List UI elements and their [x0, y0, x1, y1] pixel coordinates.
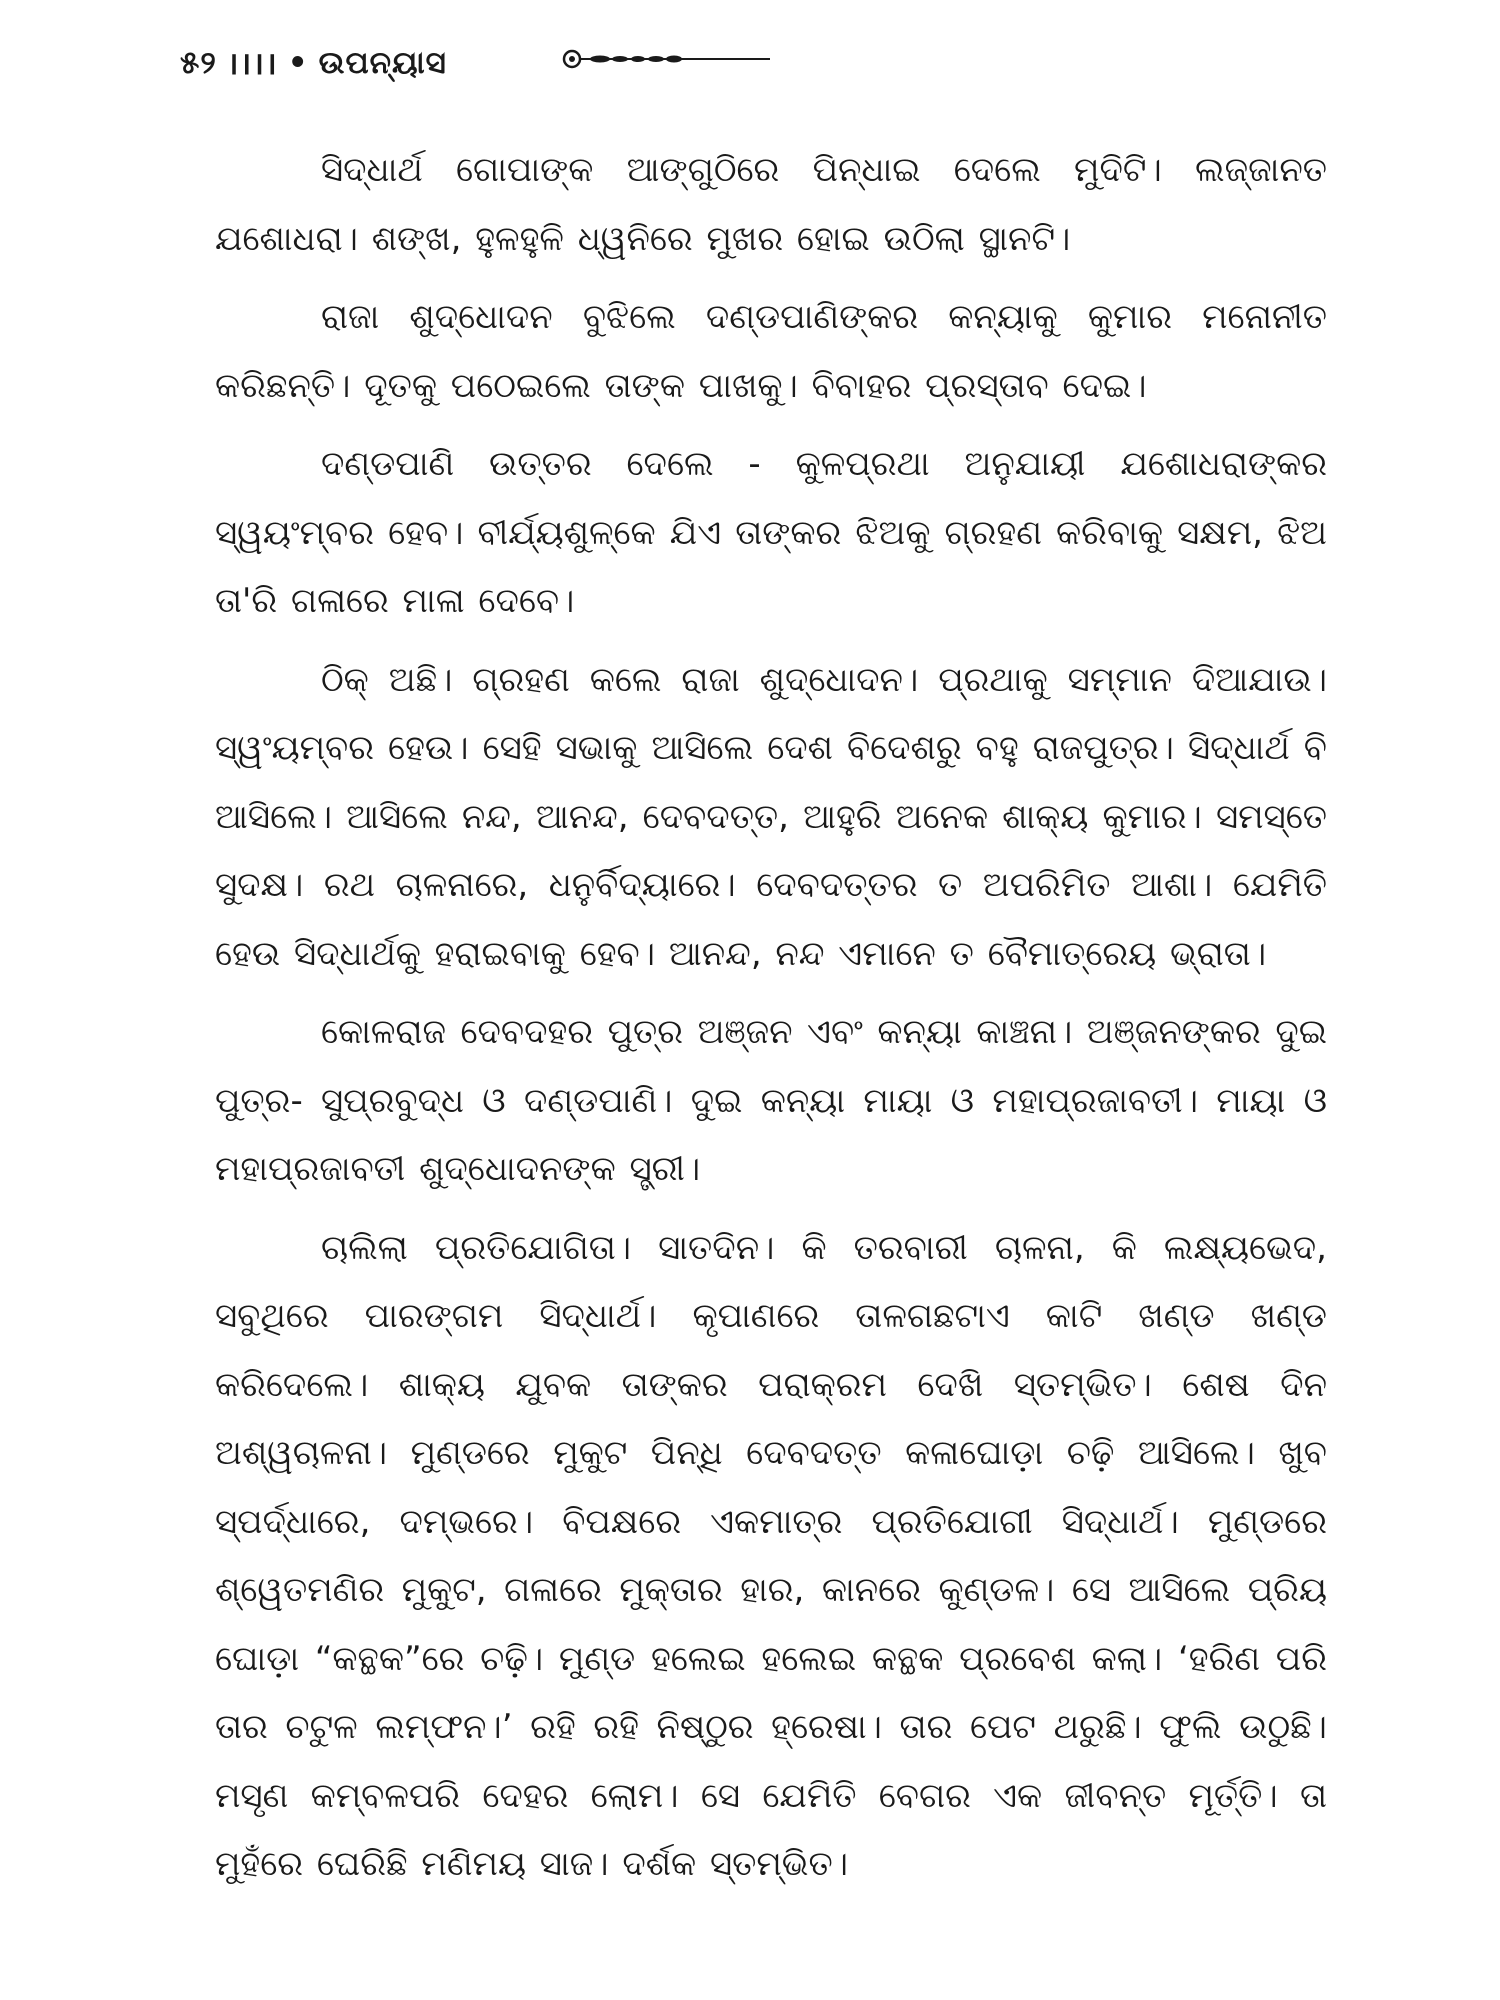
page-header	[180, 38, 457, 88]
ornament-rule-icon	[562, 46, 772, 72]
section-title: ଉପନ୍ୟାସ	[318, 44, 447, 81]
paragraph: ଚାଲିଲା ପ୍ରତିଯୋଗିତା। ସାତଦିନ। କି ତରବାରୀ ଚାଳନା, କି ଲକ୍ଷ୍ୟଭେଦ, ସବୁଥିରେ ପାରଙ୍ଗମ ସିଦ୍ଧାର୍ଥ। କୃପାଣରେ ତାଳଗଛଟାଏ କାଟି ଖଣ୍ଡ ଖଣ୍ଡ କରିଦେଲେ। ଶାକ୍ୟ ଯୁବକ ତାଙ୍କର ପରାକ୍ରମ ଦେଖି ସ୍ତମ୍ଭିତ। ଶେଷ ଦିନ ଅଶ୍ୱଚାଳନା। ମୁଣ୍ଡରେ ମୁକୁଟ ପିନ୍ଧି ଦେବଦତ୍ତ କଳାଘୋଡ଼ା ଚଢ଼ି ଆସିଲେ। ଖୁବ ସ୍ପର୍ଦ୍ଧାରେ, ଦମ୍ଭରେ। ବିପକ୍ଷରେ ଏକମାତ୍ର ପ୍ରତିଯୋଗୀ ସିଦ୍ଧାର୍ଥ। ମୁଣ୍ଡରେ ଶ୍ୱେତମଣିର ମୁକୁଟ, ଗଳାରେ ମୁକ୍ତାର ହାର, କାନରେ କୁଣ୍ଡଳ। ସେ ଆସିଲେ ପ୍ରିୟ ଘୋଡ଼ା “କନ୍ଥକ”ରେ ଚଢ଼ି। ମୁଣ୍ଡ ହଲେଇ ହଲେଇ କନ୍ଥକ ପ୍ରବେଶ କଲା। ‘ହରିଣ ପରି ତାର ଚଟୁଳ ଲମ୍ଫନ।’ ରହି ରହି ନିଷ୍ଠୁର ହ୍ରେଷା। ତାର ପେଟ ଥରୁଛି। ଫୁଲି ଉଠୁଛି। ମସୃଣ କମ୍ବଳପରି ଦେହର ଲୋମ। ସେ ଯେମିତି ବେଗର ଏକ ଜୀବନ୍ତ ମୂର୍ତ୍ତି। ତା ମୁହଁରେ ଘେରିଛି ମଣିମୟ ସାଜ। ଦର୍ଶକ ସ୍ତମ୍ଭିତ।	[215, 1227, 1327, 1884]
paragraph: ଠିକ୍ ଅଛି। ଗ୍ରହଣ କଲେ ରାଜା ଶୁଦ୍ଧୋଦନ। ପ୍ରଥାକୁ ସମ୍ମାନ ଦିଆଯାଉ। ସ୍ୱଂୟମ୍ବର ହେଉ। ସେହି ସଭାକୁ ଆସିଲେ ଦେଶ ବିଦେଶରୁ ବହୁ ରାଜପୁତ୍ର। ସିଦ୍ଧାର୍ଥ ବି ଆସିଲେ। ଆସିଲେ ନନ୍ଦ, ଆନନ୍ଦ, ଦେବଦତ୍ତ, ଆହୁରି ଅନେକ ଶାକ୍ୟ କୁମାର। ସମସ୍ତେ ସୁଦକ୍ଷ। ରଥ ଚାଳନାରେ, ଧନୁର୍ବିଦ୍ୟାରେ। ଦେବଦତ୍ତର ତ ଅପରିମିତ ଆଶା। ଯେମିତି ହେଉ ସିଦ୍ଧାର୍ଥକୁ ହରାଇବାକୁ ହେବ। ଆନନ୍ଦ, ନନ୍ଦ ଏମାନେ ତ ବୈମାତ୍ରେୟ ଭ୍ରାତା।	[215, 659, 1327, 974]
paragraph: କୋଳରାଜ ଦେବଦହର ପୁତ୍ର ଅଞ୍ଜନ ଏବଂ କନ୍ୟା କାଞ୍ଚନା। ଅଞ୍ଜନଙ୍କର ଦୁଇ ପୁତ୍ର- ସୁପ୍ରବୁଦ୍ଧ ଓ ଦଣ୍ଡପାଣି। ଦୁଇ କନ୍ୟା ମାୟା ଓ ମହାପ୍ରଜାବତୀ। ମାୟା ଓ ମହାପ୍ରଜାବତୀ ଶୁଦ୍ଧୋଦନଙ୍କ ସ୍ତ୍ରୀ।	[215, 1012, 1327, 1189]
paragraph: ଦଣ୍ଡପାଣି ଉତ୍ତର ଦେଲେ - କୁଳପ୍ରଥା ଅନୁଯାୟୀ ଯଶୋଧରାଙ୍କର ସ୍ୱୟଂମ୍ବର ହେବ। ବୀର୍ଯ୍ୟଶୁଳ୍କେ ଯିଏ ତାଙ୍କର ଝିଅକୁ ଗ୍ରହଣ କରିବାକୁ ସକ୍ଷମ, ଝିଅ ତା'ରି ଗଳାରେ ମାଳା ଦେବେ।	[215, 444, 1327, 621]
header-bullet: •	[287, 45, 309, 81]
paragraph: ରାଜା ଶୁଦ୍ଧୋଦନ ବୁଝିଲେ ଦଣ୍ଡପାଣିଙ୍କର କନ୍ୟାକୁ କୁମାର ମନୋନୀତ କରିଛନ୍ତି। ଦୂତକୁ ପଠେଇଲେ ତାଙ୍କ ପାଖକୁ। ବିବାହର ପ୍ରସ୍ତାବ ଦେଇ।	[215, 297, 1327, 406]
page-number: ୫୨	[180, 44, 217, 81]
page-marks: ।।।।	[226, 46, 278, 82]
paragraph: ସିଦ୍ଧାର୍ଥ ଗୋପାଙ୍କ ଆଙ୍ଗୁଠିରେ ପିନ୍ଧାଇ ଦେଲେ ମୁଦିଟି। ଲଜ୍ଜାନତ ଯଶୋଧରା। ଶଙ୍ଖ, ହୁଳହୁଳି ଧ୍ୱନିରେ ମୁଖର ହୋଇ ଉଠିଲା ସ୍ଥାନଟି।	[215, 150, 1327, 259]
body-text	[215, 136, 1327, 1909]
